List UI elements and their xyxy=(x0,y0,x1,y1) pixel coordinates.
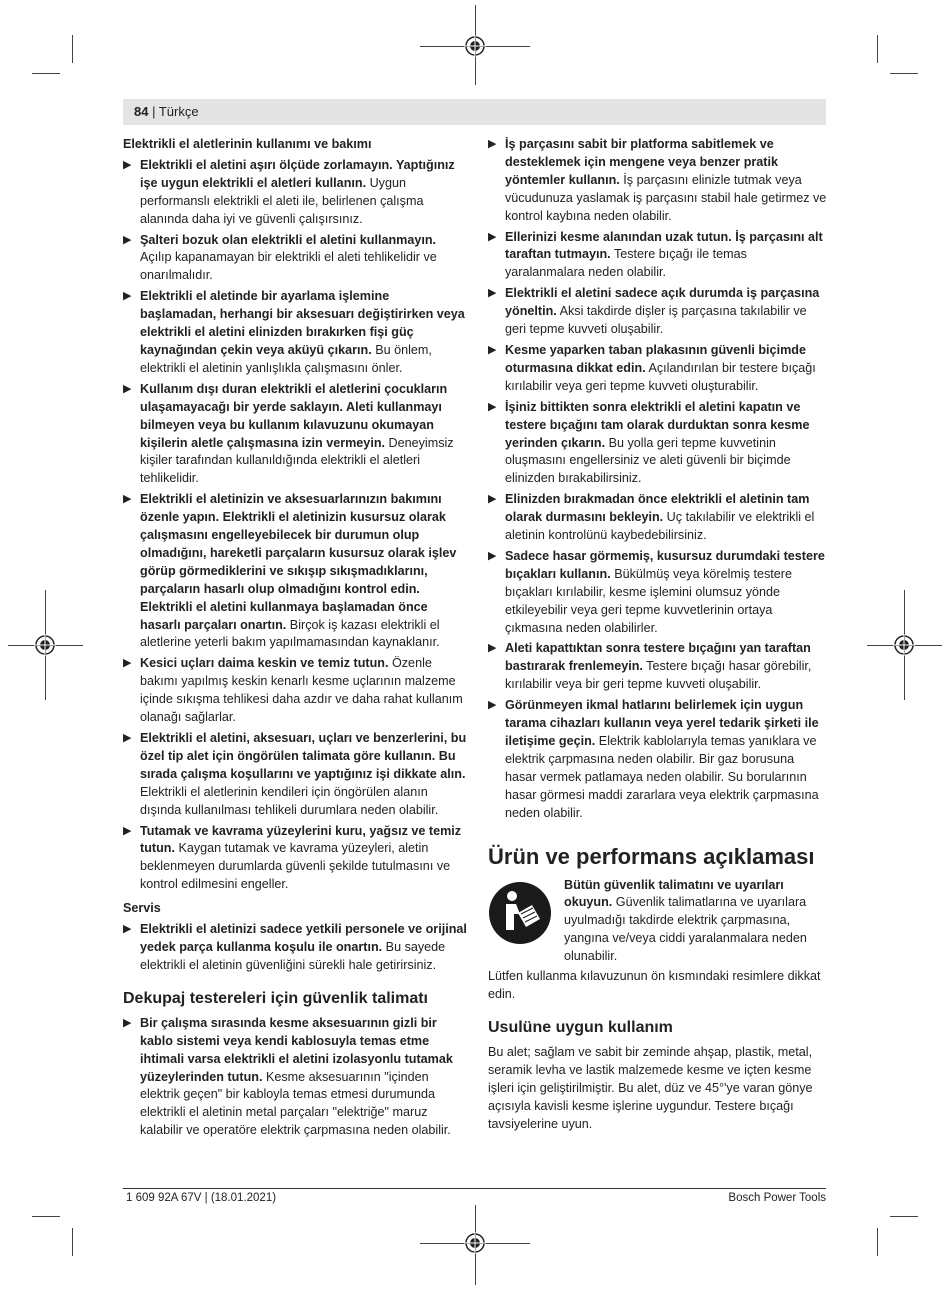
bullet-bold-text: Şalteri bozuk olan elektrikli el aletini kullanmayın. xyxy=(140,232,437,247)
bullet-item xyxy=(488,697,828,822)
bullet-normal-text: Açılandırılan bir testere bıçağı kırılabilir veya geri tepme kuvveti oluşturabilir. xyxy=(505,360,816,393)
bullet-list xyxy=(123,921,468,975)
bullet-bold-text: İşiniz bittikten sonra elektrikli el aletini kapatın ve testere bıçağını tam olarak durduktan sonra kesme yerinden çıkarın. xyxy=(505,399,810,450)
bullet-item xyxy=(123,232,468,286)
bullet-bold-text: İş parçasını sabit bir platforma sabitlemek ve desteklemek için mengene veya benzer pratik yöntemler kullanın. xyxy=(505,137,778,187)
bullet-normal-text: Bu önlem, elektrikli el aletinin yanlışlıkla çalışmasını önler. xyxy=(140,342,432,375)
bullet-normal-text: Uygun performanslı elektrikli el aleti ile, belirlenen çalışma alanında daha iyi ve güvenli çalışırsınız. xyxy=(140,175,424,226)
bullet-normal-text: Bükülmüş veya körelmiş testere bıçakları kırılabilir, kesme işlemini olumsuz yönde etkileyebilir veya geri tepme kuvvetlerinin ortaya çıkmasına neden olabilirler. xyxy=(505,566,792,635)
registration-mark-icon xyxy=(893,634,915,656)
bullet-item xyxy=(123,288,468,378)
bullet-arrow-icon: ▶ xyxy=(123,290,132,303)
bullet-list xyxy=(123,1015,468,1140)
product-description-title: Ürün ve performans açıklaması xyxy=(488,843,815,869)
bullet-item xyxy=(488,342,828,396)
bullet-bold-text: Elektrikli el aletinizin ve aksesuarlarınızın bakımını özenle yapın. Elektrikli el aletinizin kusursuz olarak çalışmasını engelleyebilecek bir durumun olup olmadığını, hareketli parçaların kusursuz olarak işlev görüp görmediklerini ve sıkışıp sıkışmadıklarını, parçaların hasarlı olup olmadığını kontrol edin. Elektrikli el aletini kullanmaya başlamadan önce hasarlı parçaları onartın. xyxy=(140,492,457,632)
page-header-band xyxy=(123,99,826,125)
bullet-arrow-icon: ▶ xyxy=(123,732,132,744)
page-language: Türkçe xyxy=(158,104,199,119)
bullet-normal-text: Deneyimsiz kişiler tarafından kullanıldığında elektrikli el aletleri tehlikelidir. xyxy=(140,435,454,486)
bullet-arrow-icon: ▶ xyxy=(488,549,497,562)
bullet-normal-text: Uç takılabilir ve elektrikli el aletinin kontrolünü kaybedebilirsiniz. xyxy=(505,510,815,543)
bullet-arrow-icon: ▶ xyxy=(488,493,497,506)
registration-mark-icon xyxy=(34,634,56,656)
safety-warning-normal: Güvenlik talimatlarına ve uyarılara uyulmadığı takdirde elektrik çarpmasına, yangına ve/veya ciddi yaralanmalara neden olunabilir. xyxy=(564,895,807,964)
illustration-note: Lütfen kullanma kılavuzunun ön kısmındaki resimlere dikkat edin. xyxy=(488,969,821,1001)
intended-use-title: Usulüne uygun kullanım xyxy=(488,1018,673,1036)
bullet-arrow-icon: ▶ xyxy=(488,400,497,413)
bullet-item xyxy=(123,157,468,229)
safety-warning-text xyxy=(564,877,828,967)
bullet-list xyxy=(123,157,468,894)
bullet-normal-text: Testere bıçağı ile temas yaralanmalara neden olabilir. xyxy=(505,247,747,280)
bullet-arrow-icon: ▶ xyxy=(488,699,497,712)
crop-mark xyxy=(72,35,73,63)
bullet-arrow-icon: ▶ xyxy=(488,343,497,356)
bullet-item xyxy=(488,640,828,694)
bullet-item xyxy=(488,548,828,638)
intended-use-text: Bu alet; sağlam ve sabit bir zeminde ahşap, plastik, metal, seramik levha ve lastik malzemede kesme ve içten kesme işleri için geliştirilmiştir. Bu alet, düz ve 45°'ye varan gönye açısıyla kavisli kesme işlerine uygundur. Testere bıçağı tavsiyelerine uyun. xyxy=(488,1044,813,1131)
bullet-bold-text: Görünmeyen ikmal hatlarını belirlemek için uygun tarama cihazları kullanın veya yerel tedarik şirketi ile iletişime geçin. xyxy=(505,698,819,748)
section-heading-service: Servis xyxy=(123,901,161,916)
bullet-arrow-icon: ▶ xyxy=(123,824,132,837)
bullet-item xyxy=(123,1015,468,1140)
bullet-item xyxy=(123,491,468,652)
footer-brand: Bosch Power Tools xyxy=(728,1192,826,1204)
bullet-bold-text: Elektrikli el aletini, aksesuarı, uçları ve benzerlerini, bu özel tip alet için öngörülen talimata göre kullanın. Bu sırada çalışma koşullarını ve yaptığınız işi dikkate alın. xyxy=(140,731,467,781)
bullet-bold-text: Sadece hasar görmemiş, kusursuz durumdaki testere bıçakları kullanın. xyxy=(505,548,825,581)
bullet-bold-text: Aleti kapattıktan sonra testere bıçağını yan taraftan bastırarak frenlemeyin. xyxy=(505,641,811,674)
bullet-normal-text: Birçok iş kazası elektrikli el aletlerine yeterli bakım yapılmamasından kaynaklanır. xyxy=(140,617,440,650)
page-header: 84 | Türkçe xyxy=(134,104,199,119)
crop-mark xyxy=(877,35,878,63)
bullet-arrow-icon: ▶ xyxy=(123,158,132,171)
crop-mark xyxy=(890,1216,918,1217)
bullet-bold-text: Kesici uçları daima keskin ve temiz tutun. xyxy=(140,656,389,671)
crop-mark xyxy=(877,1228,878,1256)
bullet-bold-text: Kullanım dışı duran elektrikli el aletlerini çocukların ulaşamayacağı bir yerde saklayın. Aleti kullanmayı bilmeyen veya bu kullanım kılavuzunu okumayan kişilerin aletle çalışmasına izin vermeyin. xyxy=(140,381,448,450)
bullet-arrow-icon: ▶ xyxy=(123,923,132,936)
bullet-bold-text: Elinizden bırakmadan önce elektrikli el aletinin tam olarak durmasını bekleyin. xyxy=(505,492,810,525)
bullet-item xyxy=(123,921,468,975)
crop-mark xyxy=(890,73,918,74)
bullet-normal-text: Aksi takdirde dişler iş parçasına takılabilir ve geri tepme kuvveti oluşabilir. xyxy=(505,304,807,337)
bullet-item xyxy=(488,136,828,226)
safety-warning-bold: Bütün güvenlik talimatını ve uyarıları okuyun. xyxy=(564,877,784,910)
bullet-bold-text: Elektrikli el aletini aşırı ölçüde zorlamayın. Yaptığınız işe uygun elektrikli el aletleri kullanın. xyxy=(140,157,455,190)
bullet-item xyxy=(123,823,468,895)
right-column xyxy=(488,136,828,1136)
bullet-normal-text: İş parçasını elinizle tutmak veya vücudunuza yaslamak iş parçasını stabil hale getirmez ve kontrol kaybına neden olabilir. xyxy=(505,172,827,223)
crop-mark xyxy=(32,73,60,74)
bullet-normal-text: Özenle bakımı yapılmış keskin kenarlı kesme uçlarının malzeme içinde sıkışma tehlikesi daha azdır ve daha rahat kullanım olanağı sağlarlar. xyxy=(140,656,463,725)
bullet-item xyxy=(123,730,468,820)
bullet-bold-text: Bir çalışma sırasında kesme aksesuarının gizli bir kablo sistemi veya kendi kablosuyla temas etme ihtimali varsa elektrikli el aletini izolasyonlu tutamak yüzeylerinden tutun. xyxy=(140,1015,453,1084)
bullet-normal-text: Kaygan tutamak ve kavrama yüzeyleri, aletin beklenmeyen durumlarda güvenli şekilde tutulmasını ve kontrol edilmesini engeller. xyxy=(140,841,451,892)
bullet-normal-text: Elektrikli el aletlerinin kendileri için öngörülen alanın dışında kullanılması tehlikeli durumlara neden olabilir. xyxy=(140,784,439,817)
section-heading-jigsaw-safety: Dekupaj testereleri için güvenlik talimatı xyxy=(123,989,428,1007)
crop-mark xyxy=(72,1228,73,1256)
bullet-bold-text: Elektrikli el aletinizi sadece yetkili personele ve orijinal yedek parça kullanma koşulu ile onartın. xyxy=(140,922,467,954)
bullet-list xyxy=(488,136,828,823)
bullet-arrow-icon: ▶ xyxy=(488,642,497,655)
bullet-arrow-icon: ▶ xyxy=(123,1016,132,1029)
bullet-item xyxy=(123,655,468,727)
bullet-bold-text: Kesme yaparken taban plakasının güvenli biçimde oturmasına dikkat edin. xyxy=(505,342,806,375)
footer-rule xyxy=(123,1188,826,1189)
read-manual-icon xyxy=(488,881,552,945)
bullet-item xyxy=(488,399,828,489)
bullet-item xyxy=(123,381,468,488)
bullet-normal-text: Bu yolla geri tepme kuvvetinin oluşmasını engellersiniz ve aleti güvenli bir biçimde elinizden bırakabilirsiniz. xyxy=(505,435,791,486)
bullet-item xyxy=(488,491,828,545)
bullet-arrow-icon: ▶ xyxy=(123,233,132,246)
bullet-bold-text: Elektrikli el aletini sadece açık durumda iş parçasına yöneltin. xyxy=(505,286,820,319)
bullet-arrow-icon: ▶ xyxy=(488,230,497,243)
bullet-normal-text: Kesme aksesuarının "içinden elektrik geçen" bir kabloyla temas etmesi durumunda elektrikli el aletinin metal parçaları "elektriğe" maruz kalabilir ve operatöre elektrik çarpmasına neden olabilir. xyxy=(140,1069,451,1138)
page-number: 84 xyxy=(134,104,149,119)
safety-warning-block xyxy=(488,877,828,967)
bullet-bold-text: Tutamak ve kavrama yüzeylerini kuru, yağsız ve temiz tutun. xyxy=(140,823,462,856)
bullet-normal-text: Elektrik kablolarıyla temas yanıklara ve elektrik çarpmasına neden olabilir. Bir gaz borusuna hasar vermek patlamaya neden olabilir. Su borularının hasar görmesi maddi zararlara veya elektrik çarpmasına neden olabilir. xyxy=(505,734,819,820)
bullet-arrow-icon: ▶ xyxy=(123,657,132,670)
footer-doc-id: 1 609 92A 67V | (18.01.2021) xyxy=(126,1192,277,1204)
bullet-normal-text: Bu sayede elektrikli el aletinin güvenliğini sürekli hale getirirsiniz. xyxy=(140,939,446,972)
bullet-normal-text: Açılıp kapanamayan bir elektrikli el aleti tehlikelidir ve onarılmalıdır. xyxy=(140,250,437,283)
left-column xyxy=(123,136,468,1143)
bullet-bold-text: Elektrikli el aletinde bir ayarlama işlemine başlamadan, herhangi bir aksesuarı değiştirirken veya elektrikli el aletini elinizden bırakırken fişi güç kaynağından çekin veya aküyü çıkarın. xyxy=(140,289,465,357)
registration-mark-icon xyxy=(464,1232,486,1254)
section-heading-usage-care: Elektrikli el aletlerinin kullanımı ve bakımı xyxy=(123,137,372,151)
bullet-arrow-icon: ▶ xyxy=(123,493,132,506)
bullet-arrow-icon: ▶ xyxy=(123,382,132,395)
bullet-arrow-icon: ▶ xyxy=(488,287,497,300)
crop-mark xyxy=(32,1216,60,1217)
bullet-item xyxy=(488,229,828,283)
bullet-arrow-icon: ▶ xyxy=(488,138,497,150)
registration-mark-icon xyxy=(464,35,486,57)
bullet-bold-text: Ellerinizi kesme alanından uzak tutun. İş parçasını alt taraftan tutmayın. xyxy=(505,229,823,262)
bullet-normal-text: Testere bıçağı hasar görebilir, kırılabilir veya bir geri tepme kuvveti oluşabilir. xyxy=(505,659,812,692)
bullet-item xyxy=(488,285,828,339)
